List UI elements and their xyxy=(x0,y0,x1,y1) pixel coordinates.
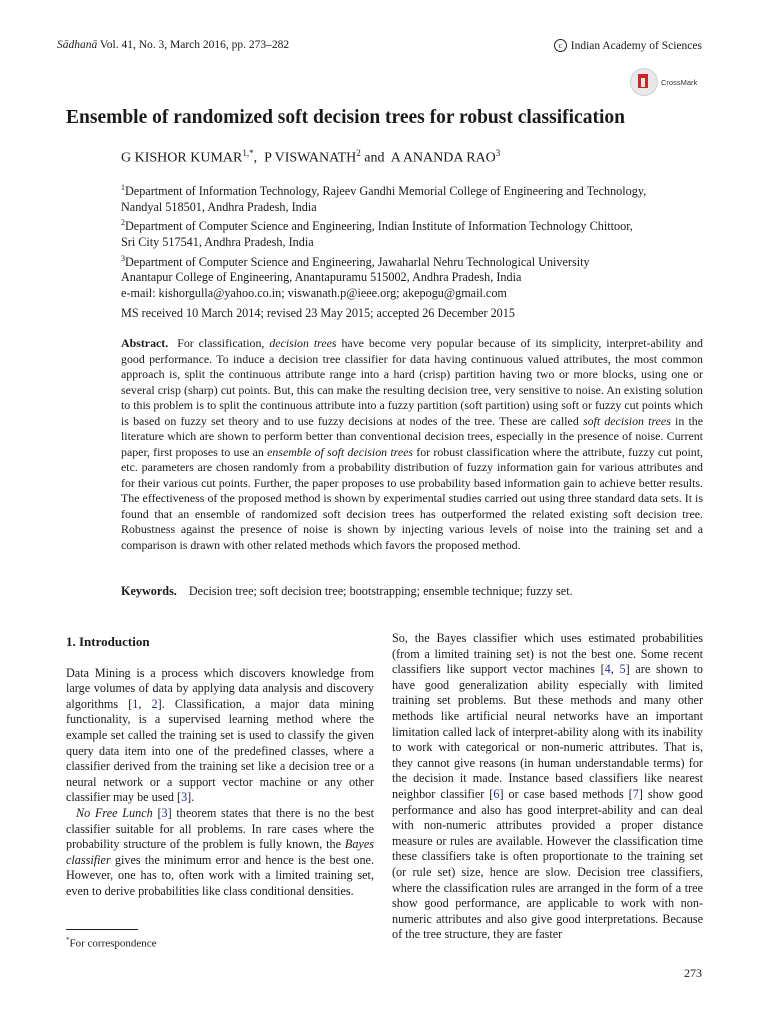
footnote-divider xyxy=(66,929,138,930)
affiliation-2-line1: Department of Computer Science and Engineering, Indian Institute of Information Technology Chittoor, xyxy=(125,219,633,234)
author-3-sup: 3 xyxy=(495,148,501,158)
email-line[interactable]: e-mail: kishorgulla@yahoo.co.in; viswanath.p@ieee.org; akepogu@gmail.com xyxy=(121,285,507,300)
crossmark-badge[interactable] xyxy=(630,68,704,96)
affiliation-3 xyxy=(121,251,701,271)
author-conjunction: and xyxy=(364,150,385,166)
abstract-text: have become very popular because of its simplicity, interpret-ability and good performance. To induce a decision tree classifier for data having continuous valued attributes, the most common approach is, split the continuous attribute range into a hard (crisp) partition having two or more blocks, using one or several crisp (sharp) cut points. But, this can make the resulting decision tree, very sensitive to noise. An existing solution to this problem is to split the continuous attribute into a fuzzy partition (soft partition) using soft or fuzzy cut points which is based on fuzzy set theory and to use fuzzy decisions at nodes of the tree. These are called xyxy=(121,336,703,428)
abstract-emphasis: soft decision trees xyxy=(582,413,671,428)
affiliation-2-sup: 2 xyxy=(121,218,125,228)
left-column xyxy=(66,634,374,900)
abstract-text: For classification, xyxy=(177,336,270,350)
author-2-sup: 2 xyxy=(356,148,361,158)
affiliation-1-line1: Department of Information Technology, Rajeev Gandhi Memorial College of Engineering and Technology, xyxy=(125,184,647,199)
body-text: ] are shown to have good generalization ability especially with limited training set problems. But these methods and many other methods like artificial neural networks have an important limitation called lack of interpret-ability along with its inability to work with categorical or non-numeric attributes. That is, they cannot give reasons (in human understandable terms) for the decision it made. Instance based classifiers like nearest neighbor classifier [ xyxy=(392,662,704,801)
received-dates: MS received 10 March 2014; revised 23 May 2015; accepted 26 December 2015 xyxy=(121,306,515,320)
author-1: G KISHOR KUMAR xyxy=(121,150,243,166)
body-text: , xyxy=(610,662,620,677)
citation: Vol. 41, No. 3, March 2016, pp. 273–282 xyxy=(99,39,290,51)
citation-link[interactable]: 3 xyxy=(181,790,188,805)
intro-paragraph-3 xyxy=(392,631,703,943)
body-text: ] theorem states that there is no the best classifier suitable for all problems. In rare cases where the probability structure of the problem is fully known, the xyxy=(66,805,374,852)
page-number: 273 xyxy=(684,966,702,980)
citation-link[interactable]: 1 xyxy=(132,696,139,711)
affiliation-2 xyxy=(121,215,701,235)
body-text: So, the Bayes classifier which uses estimated probabilities (from a limited training set) is not the best one. Some recent classifiers like support vector machines [ xyxy=(392,631,703,677)
crossmark-label: CrossMark xyxy=(661,77,698,87)
publisher: Indian Academy of Sciences xyxy=(570,40,702,52)
author-2: P VISWANATH xyxy=(264,150,357,166)
citation-link[interactable]: 4 xyxy=(604,662,611,677)
affiliations xyxy=(121,180,701,301)
abstract xyxy=(121,336,703,553)
body-emphasis: No Free Lunch xyxy=(76,805,153,820)
affiliation-2-line2: Sri City 517541, Andhra Pradesh, India xyxy=(121,234,314,249)
body-text: ] show good performance and also has good interpret-ability and can deal with non-numeric attributes provided a proper distance measure or rules are available. However the classification time these classifiers take is often proportionate to the training set (or rule set) size, hence are slow. Decision tree classifiers, where the classification rules are arranged in the form of a tree show good performance, are applicable to work with non-numeric attributes and also give good interpretations. Because of the tree structure, they are faster xyxy=(392,786,704,942)
affiliation-3-line2: Anantapur College of Engineering, Anantapuramu 515002, Andhra Pradesh, India xyxy=(121,270,522,285)
body-text: ]. Classification, a major data mining functionality, is a supervised learning method where the example set called the training set is used to classify the given query data item into one of the predefined classes, where a classifier derived from the training set like a decision tree or a neural network or a support vector machine or any other classifier may be used [ xyxy=(66,696,374,805)
citation-link[interactable]: 5 xyxy=(619,662,626,677)
abstract-emphasis: decision trees xyxy=(269,336,337,350)
copyright-icon: c xyxy=(554,39,567,52)
right-column xyxy=(392,631,703,943)
copyright-line xyxy=(554,39,702,52)
body-text: Data Mining is a process which discovers knowledge from large volumes of data by applying data analysis and discovery algorithms [ xyxy=(66,665,374,711)
affiliation-3-line1: Department of Computer Science and Engineering, Jawaharlal Nehru Technological University xyxy=(125,254,590,269)
author-1-sup: 1,* xyxy=(242,148,254,158)
section-heading: 1. Introduction xyxy=(66,634,150,649)
body-emphasis: Bayes classifier xyxy=(66,837,374,867)
footnote-text: For correspondence xyxy=(69,937,157,950)
abstract-text: for robust classification where the attribute, fuzzy cut point, etc. parameters are chosen randomly from a probability distribution of fuzzy information gain for various attributes and for their various cut points. Further, the paper proposes to use probability based information gain to achieve better results. The effectiveness of the proposed method is shown by experimental studies carried out using three standard data sets. It is found that an ensemble of randomized soft decision trees has outperformed the related existing soft decision tree. Robustness against the presence of noise is shown by injecting various levels of noise into the training set and a comparison is drawn with other related methods which favors the proposed method. xyxy=(121,444,703,552)
affiliation-1-sup: 1 xyxy=(121,183,125,192)
abstract-text: in the literature which are shown to perform better than conventional decision trees, especially in the presence of noise. Current paper, first proposes to use an xyxy=(121,413,703,459)
body-text: , xyxy=(138,696,152,711)
citation-link[interactable]: 7 xyxy=(632,786,639,801)
body-text: ] or case based methods [ xyxy=(499,786,633,801)
keywords xyxy=(121,584,573,599)
intro-paragraph-2 xyxy=(66,806,374,900)
affiliation-1 xyxy=(121,180,701,200)
crossmark-icon xyxy=(630,68,658,96)
affiliation-1-line2: Nandyal 518501, Andhra Pradesh, India xyxy=(121,199,317,214)
abstract-emphasis: ensemble of soft decision trees xyxy=(267,444,414,459)
affiliation-3-sup: 3 xyxy=(121,253,125,263)
keywords-heading: Keywords. xyxy=(121,584,177,598)
citation-link[interactable]: 3 xyxy=(161,805,168,820)
body-text: gives the minimum error and hence is the best one. However, one has to, often work with a limited training set, even to derive probabilities like class conditional densities. xyxy=(66,852,374,898)
journal-name: Sādhanā xyxy=(57,39,98,51)
running-header xyxy=(57,39,289,51)
body-text: ]. xyxy=(187,790,195,805)
intro-paragraph-1 xyxy=(66,666,374,806)
abstract-heading: Abstract. xyxy=(121,336,169,350)
footnote xyxy=(66,936,157,950)
citation-link[interactable]: 6 xyxy=(493,786,500,801)
body-text: [ xyxy=(152,805,162,820)
footnote-mark: * xyxy=(66,936,70,944)
author-list: G KISHOR $KUMAR^{1,*}$, P VISWANATH$^2$ and A ANANDA RAO$^3$ xyxy=(121,148,501,166)
keywords-text: Decision tree; soft decision tree; bootstrapping; ensemble technique; fuzzy set. xyxy=(188,584,573,598)
paper-title: Ensemble of randomized soft decision trees for robust classification xyxy=(66,107,625,128)
author-3: A ANANDA RAO xyxy=(390,150,496,166)
citation-link[interactable]: 2 xyxy=(151,696,158,711)
